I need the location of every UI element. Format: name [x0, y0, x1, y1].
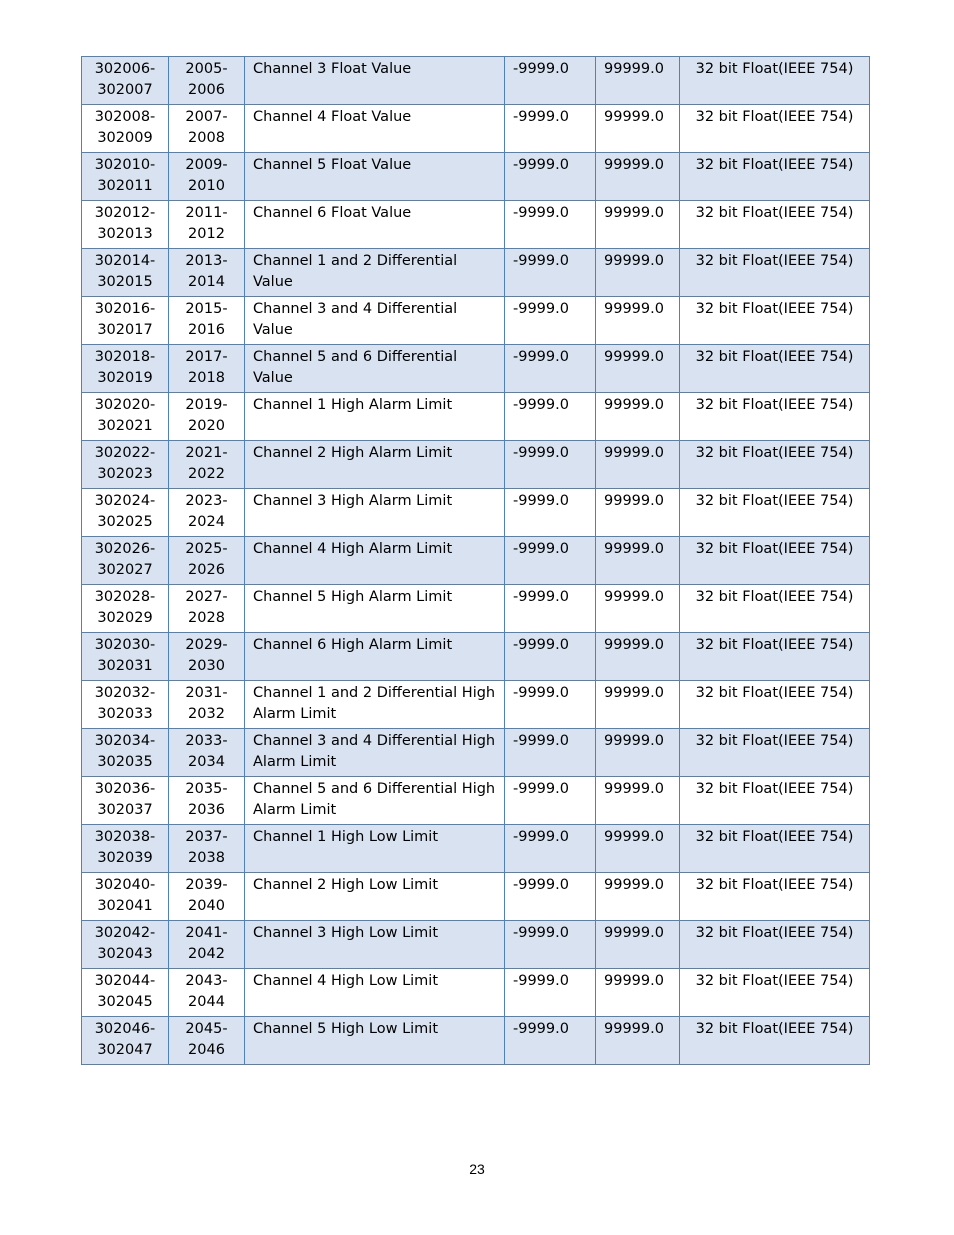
address-range-cell: 2035- 2036: [169, 777, 245, 825]
register-range-cell: 302044- 302045: [82, 969, 169, 1017]
description-cell: Channel 1 and 2 Differential High Alarm Limit: [245, 681, 505, 729]
table-row: [82, 969, 870, 1017]
table-row: [82, 153, 870, 201]
data-type-cell: 32 bit Float(IEEE 754): [680, 393, 870, 441]
min-value-cell: -9999.0: [505, 921, 596, 969]
data-type-cell: 32 bit Float(IEEE 754): [680, 441, 870, 489]
address-range-cell: 2039- 2040: [169, 873, 245, 921]
max-value-cell: 99999.0: [596, 249, 680, 297]
table-row: [82, 105, 870, 153]
register-range-cell: 302030- 302031: [82, 633, 169, 681]
address-range-cell: 2033- 2034: [169, 729, 245, 777]
table-row: [82, 57, 870, 105]
address-range-cell: 2037- 2038: [169, 825, 245, 873]
address-range-cell: 2015- 2016: [169, 297, 245, 345]
register-range-cell: 302038- 302039: [82, 825, 169, 873]
table-row: [82, 345, 870, 393]
min-value-cell: -9999.0: [505, 777, 596, 825]
description-cell: Channel 3 and 4 Differential Value: [245, 297, 505, 345]
description-cell: Channel 5 and 6 Differential High Alarm Limit: [245, 777, 505, 825]
address-range-cell: 2041- 2042: [169, 921, 245, 969]
min-value-cell: -9999.0: [505, 249, 596, 297]
data-type-cell: 32 bit Float(IEEE 754): [680, 105, 870, 153]
min-value-cell: -9999.0: [505, 825, 596, 873]
page-number: 23: [469, 1161, 485, 1177]
data-type-cell: 32 bit Float(IEEE 754): [680, 297, 870, 345]
min-value-cell: -9999.0: [505, 585, 596, 633]
register-range-cell: 302010- 302011: [82, 153, 169, 201]
register-range-cell: 302026- 302027: [82, 537, 169, 585]
register-range-cell: 302014- 302015: [82, 249, 169, 297]
register-range-cell: 302046- 302047: [82, 1017, 169, 1065]
data-type-cell: 32 bit Float(IEEE 754): [680, 489, 870, 537]
register-range-cell: 302034- 302035: [82, 729, 169, 777]
min-value-cell: -9999.0: [505, 297, 596, 345]
address-range-cell: 2043- 2044: [169, 969, 245, 1017]
description-cell: Channel 5 Float Value: [245, 153, 505, 201]
data-type-cell: 32 bit Float(IEEE 754): [680, 345, 870, 393]
max-value-cell: 99999.0: [596, 537, 680, 585]
table-row: [82, 537, 870, 585]
table-row: [82, 489, 870, 537]
register-range-cell: 302024- 302025: [82, 489, 169, 537]
max-value-cell: 99999.0: [596, 1017, 680, 1065]
min-value-cell: -9999.0: [505, 969, 596, 1017]
data-type-cell: 32 bit Float(IEEE 754): [680, 969, 870, 1017]
max-value-cell: 99999.0: [596, 921, 680, 969]
max-value-cell: 99999.0: [596, 153, 680, 201]
data-type-cell: 32 bit Float(IEEE 754): [680, 1017, 870, 1065]
min-value-cell: -9999.0: [505, 633, 596, 681]
description-cell: Channel 6 High Alarm Limit: [245, 633, 505, 681]
description-cell: Channel 3 High Low Limit: [245, 921, 505, 969]
table-row: [82, 729, 870, 777]
address-range-cell: 2029- 2030: [169, 633, 245, 681]
max-value-cell: 99999.0: [596, 297, 680, 345]
data-type-cell: 32 bit Float(IEEE 754): [680, 201, 870, 249]
register-range-cell: 302008- 302009: [82, 105, 169, 153]
description-cell: Channel 1 High Low Limit: [245, 825, 505, 873]
description-cell: Channel 4 High Low Limit: [245, 969, 505, 1017]
address-range-cell: 2025- 2026: [169, 537, 245, 585]
min-value-cell: -9999.0: [505, 153, 596, 201]
description-cell: Channel 4 Float Value: [245, 105, 505, 153]
address-range-cell: 2013- 2014: [169, 249, 245, 297]
register-range-cell: 302036- 302037: [82, 777, 169, 825]
description-cell: Channel 5 High Alarm Limit: [245, 585, 505, 633]
max-value-cell: 99999.0: [596, 825, 680, 873]
register-table: [81, 56, 870, 1065]
min-value-cell: -9999.0: [505, 57, 596, 105]
description-cell: Channel 1 and 2 Differential Value: [245, 249, 505, 297]
description-cell: Channel 2 High Low Limit: [245, 873, 505, 921]
address-range-cell: 2027- 2028: [169, 585, 245, 633]
table-row: [82, 777, 870, 825]
address-range-cell: 2005- 2006: [169, 57, 245, 105]
max-value-cell: 99999.0: [596, 585, 680, 633]
table-row: [82, 681, 870, 729]
max-value-cell: 99999.0: [596, 201, 680, 249]
min-value-cell: -9999.0: [505, 201, 596, 249]
description-cell: Channel 3 High Alarm Limit: [245, 489, 505, 537]
max-value-cell: 99999.0: [596, 105, 680, 153]
min-value-cell: -9999.0: [505, 681, 596, 729]
address-range-cell: 2009- 2010: [169, 153, 245, 201]
table-row: [82, 1017, 870, 1065]
max-value-cell: 99999.0: [596, 441, 680, 489]
register-range-cell: 302018- 302019: [82, 345, 169, 393]
min-value-cell: -9999.0: [505, 441, 596, 489]
table-row: [82, 249, 870, 297]
max-value-cell: 99999.0: [596, 633, 680, 681]
register-range-cell: 302016- 302017: [82, 297, 169, 345]
max-value-cell: 99999.0: [596, 345, 680, 393]
data-type-cell: 32 bit Float(IEEE 754): [680, 585, 870, 633]
table-row: [82, 201, 870, 249]
data-type-cell: 32 bit Float(IEEE 754): [680, 873, 870, 921]
data-type-cell: 32 bit Float(IEEE 754): [680, 249, 870, 297]
min-value-cell: -9999.0: [505, 393, 596, 441]
description-cell: Channel 6 Float Value: [245, 201, 505, 249]
description-cell: Channel 3 and 4 Differential High Alarm Limit: [245, 729, 505, 777]
data-type-cell: 32 bit Float(IEEE 754): [680, 633, 870, 681]
table-row: [82, 393, 870, 441]
min-value-cell: -9999.0: [505, 489, 596, 537]
description-cell: Channel 2 High Alarm Limit: [245, 441, 505, 489]
min-value-cell: -9999.0: [505, 105, 596, 153]
table-row: [82, 441, 870, 489]
description-cell: Channel 5 High Low Limit: [245, 1017, 505, 1065]
max-value-cell: 99999.0: [596, 777, 680, 825]
address-range-cell: 2023- 2024: [169, 489, 245, 537]
min-value-cell: -9999.0: [505, 345, 596, 393]
data-type-cell: 32 bit Float(IEEE 754): [680, 777, 870, 825]
min-value-cell: -9999.0: [505, 1017, 596, 1065]
data-type-cell: 32 bit Float(IEEE 754): [680, 537, 870, 585]
table-row: [82, 825, 870, 873]
register-range-cell: 302022- 302023: [82, 441, 169, 489]
description-cell: Channel 4 High Alarm Limit: [245, 537, 505, 585]
address-range-cell: 2021- 2022: [169, 441, 245, 489]
data-type-cell: 32 bit Float(IEEE 754): [680, 153, 870, 201]
register-range-cell: 302028- 302029: [82, 585, 169, 633]
max-value-cell: 99999.0: [596, 489, 680, 537]
description-cell: Channel 5 and 6 Differential Value: [245, 345, 505, 393]
max-value-cell: 99999.0: [596, 729, 680, 777]
data-type-cell: 32 bit Float(IEEE 754): [680, 825, 870, 873]
max-value-cell: 99999.0: [596, 681, 680, 729]
min-value-cell: -9999.0: [505, 729, 596, 777]
max-value-cell: 99999.0: [596, 873, 680, 921]
register-range-cell: 302006- 302007: [82, 57, 169, 105]
max-value-cell: 99999.0: [596, 57, 680, 105]
table-row: [82, 585, 870, 633]
address-range-cell: 2045- 2046: [169, 1017, 245, 1065]
address-range-cell: 2031- 2032: [169, 681, 245, 729]
max-value-cell: 99999.0: [596, 969, 680, 1017]
table-row: [82, 921, 870, 969]
address-range-cell: 2017- 2018: [169, 345, 245, 393]
table-row: [82, 633, 870, 681]
register-range-cell: 302042- 302043: [82, 921, 169, 969]
register-range-cell: 302012- 302013: [82, 201, 169, 249]
table-row: [82, 873, 870, 921]
address-range-cell: 2019- 2020: [169, 393, 245, 441]
min-value-cell: -9999.0: [505, 537, 596, 585]
max-value-cell: 99999.0: [596, 393, 680, 441]
data-type-cell: 32 bit Float(IEEE 754): [680, 921, 870, 969]
min-value-cell: -9999.0: [505, 873, 596, 921]
data-type-cell: 32 bit Float(IEEE 754): [680, 729, 870, 777]
description-cell: Channel 1 High Alarm Limit: [245, 393, 505, 441]
register-range-cell: 302032- 302033: [82, 681, 169, 729]
address-range-cell: 2011- 2012: [169, 201, 245, 249]
data-type-cell: 32 bit Float(IEEE 754): [680, 57, 870, 105]
data-type-cell: 32 bit Float(IEEE 754): [680, 681, 870, 729]
register-range-cell: 302040- 302041: [82, 873, 169, 921]
register-range-cell: 302020- 302021: [82, 393, 169, 441]
table-row: [82, 297, 870, 345]
address-range-cell: 2007- 2008: [169, 105, 245, 153]
description-cell: Channel 3 Float Value: [245, 57, 505, 105]
